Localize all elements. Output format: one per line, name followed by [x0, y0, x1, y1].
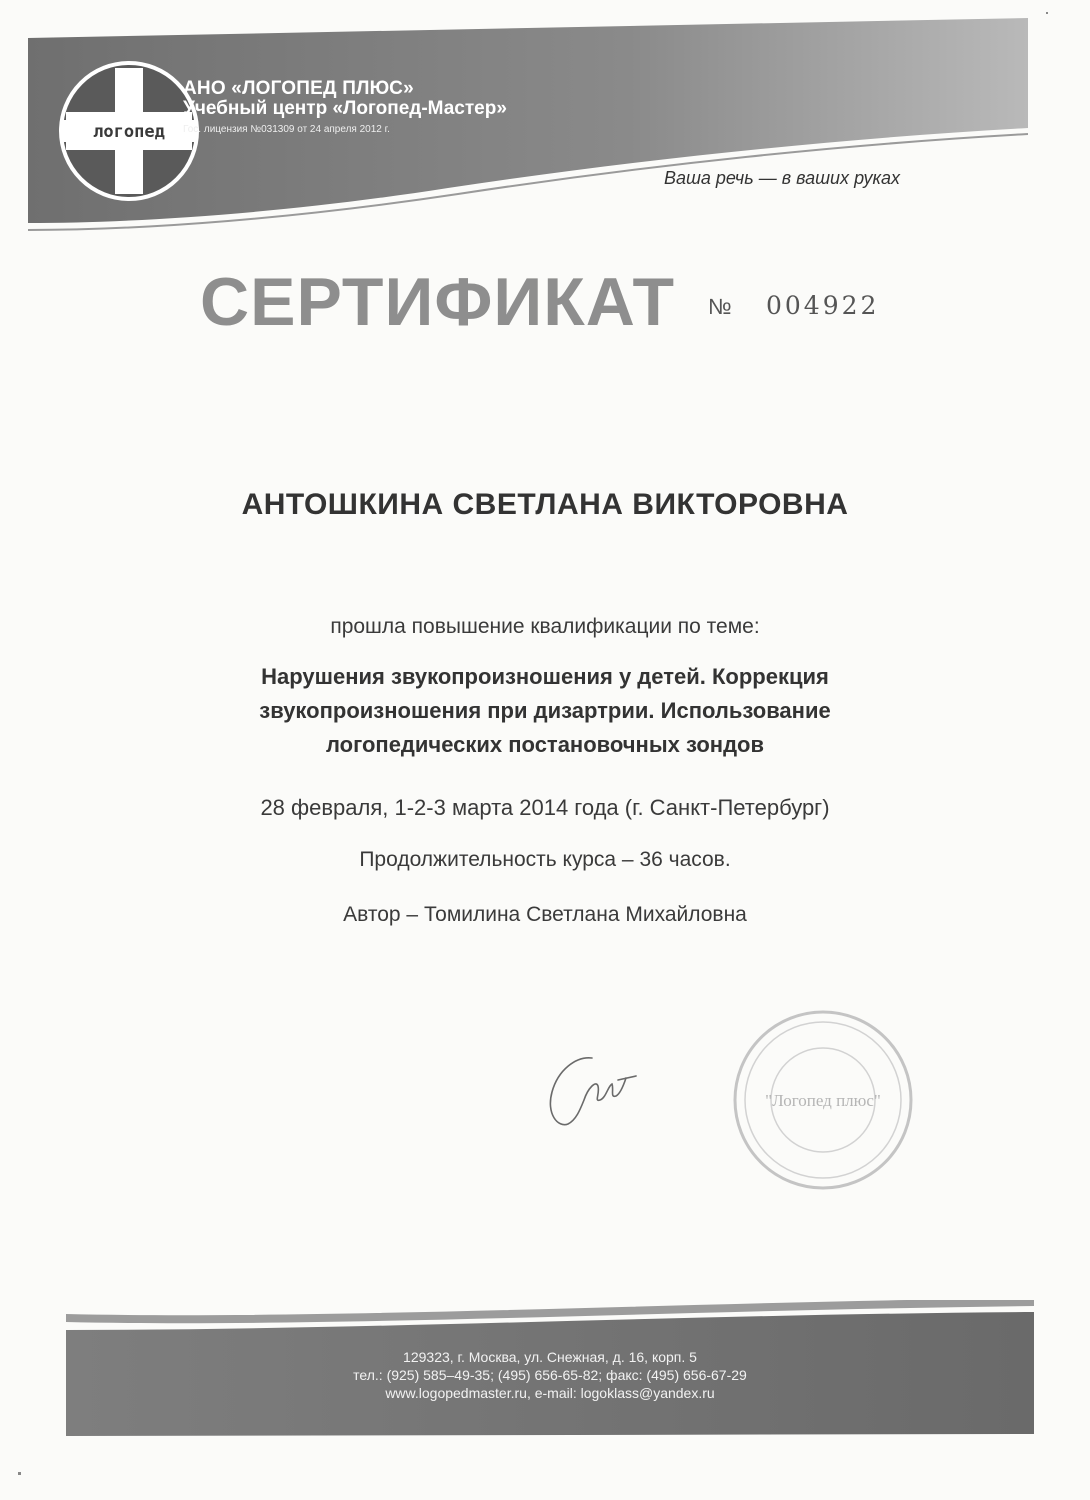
footer-address: 129323, г. Москва, ул. Снежная, д. 16, корп. 5: [403, 1349, 697, 1365]
course-topic: [0, 660, 1090, 762]
topic-line: звукопроизношения при дизартрии. Использование: [259, 698, 831, 723]
certificate-header: [28, 18, 1028, 243]
topic-line: логопедических постановочных зондов: [325, 732, 765, 757]
contact-info: [66, 1348, 1034, 1402]
certificate-number-prefix: №: [708, 294, 732, 319]
topic-line: Нарушения звукопроизношения у детей. Коррекция: [261, 664, 829, 689]
scan-speck: [1046, 12, 1048, 14]
logoped-logo: [58, 60, 200, 202]
org-name: АНО «ЛОГОПЕД ПЛЮС»: [183, 78, 414, 99]
scan-speck: [18, 1472, 21, 1475]
slogan: Ваша речь — в ваших руках: [663, 168, 900, 188]
footer-web: www.logopedmaster.ru, e-mail: logoklass@yandex.ru: [385, 1385, 715, 1401]
certificate-number: 004922: [766, 291, 880, 320]
certificate-footer: [66, 1300, 1034, 1440]
course-dates: 28 февраля, 1-2-3 марта 2014 года (г. Санкт-Петербург): [260, 795, 830, 820]
logo-word: логопед: [93, 122, 165, 142]
stamp-text: "Логопед плюс": [765, 1091, 881, 1110]
organization-stamp: [728, 1005, 918, 1195]
intro-line: прошла повышение квалификации по теме:: [330, 615, 760, 638]
license-line: Гос. лицензия №031309 от 24 апреля 2012 г.: [183, 124, 390, 135]
course-author: Автор – Томилина Светлана Михайловна: [343, 903, 747, 926]
course-duration: Продолжительность курса – 36 часов.: [359, 848, 731, 871]
organization-block: [183, 78, 507, 135]
recipient-name: АНТОШКИНА СВЕТЛАНА ВИКТОРОВНА: [241, 488, 849, 521]
training-center-name: Учебный центр «Логопед-Мастер»: [183, 98, 507, 119]
certificate-title: СЕРТИФИКАТ: [200, 264, 676, 340]
handwritten-signature: [540, 1040, 680, 1140]
footer-phones: тел.: (925) 585–49-35; (495) 656-65-82; факс: (495) 656-67-29: [353, 1367, 747, 1383]
